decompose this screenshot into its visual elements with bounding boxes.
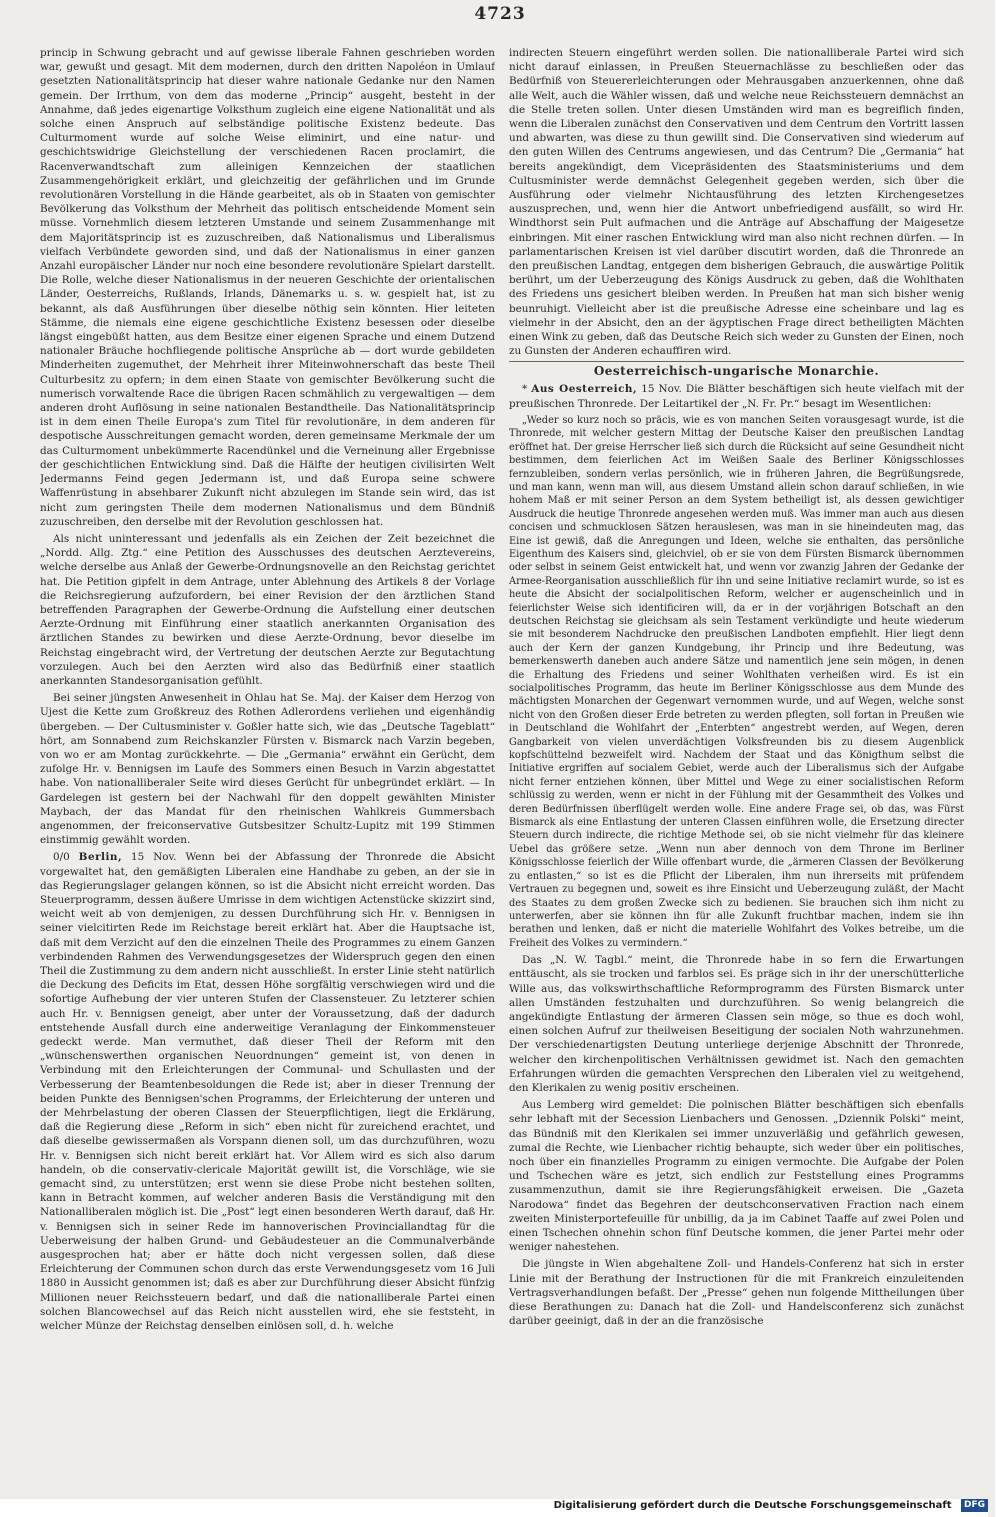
article-paragraph: Das „N. W. Tagbl.“ meint, die Thronrede habe in so fern die Erwartungen enttäuscht, als sie trocken und farblos sei. Es präge sich in ihr der unerschütterliche Wille aus, das volkswirthschaftliche Reformprogramm des Fürsten Bismarck unter allen Umständen festzuhalten und durchzuführen. So wenig belangreich die angekündigte Entlastung der ärmeren Classen sein möge, so thue es doch wohl, einen solchen Aufruf zur theilweisen Beseitigung der socialen Noth wahrzunehmen. Der verschiedenartigsten Deutung unterliege derjenige Abschnitt der Thronrede, welcher den kirchenpolitischen Verhältnissen gewidmet ist. Nach den gemachten Erfahrungen würden die gemachten Versprechen den Liberalen viel zu weitgehend, den Klerikalen zu wenig positiv erscheinen. bbox=[509, 954, 964, 1094]
dfg-logo-icon: DFG bbox=[961, 1499, 988, 1512]
berlin-news-item bbox=[40, 850, 495, 1333]
date: 15 Nov. bbox=[131, 851, 177, 864]
section-heading: Oesterreichisch-ungarische Monarchie. bbox=[509, 361, 964, 378]
austria-news-item bbox=[509, 382, 964, 410]
left-column bbox=[40, 46, 495, 1490]
page-edge bbox=[995, 0, 1000, 1517]
right-column bbox=[509, 46, 964, 1490]
footer-text: Digitalisierung gefördert durch die Deutsche Forschungsgemeinschaft bbox=[553, 1500, 952, 1511]
article-paragraph: Bei seiner jüngsten Anwesenheit in Ohlau hat Se. Maj. der Kaiser dem Herzog von Ujest die Kette zum Großkreuz des Rothen Adlerordens verliehen und eigenhändig übergeben. — Der Cultusminister v. Goßler hatte sich, wie das „Deutsche Tageblatt“ hört, am Sonnabend zum Reichskanzler Fürsten v. Bismarck nach Varzin begeben, von wo er am Montag zurückkehrte. — Die „Germania“ erwähnt ein Gerücht, dem zufolge Hr. v. Bennigsen im Laufe des Sommers einen Besuch in Varzin abgestattet habe. Von nationalliberaler Seite wird dieses Gerücht für unbegründet erklärt. — In Gardelegen ist gestern bei der Nachwahl für den doppelt gewählten Minister Maybach, der das Mandat für den rheinischen Wahlkreis Gummersbach angenommen, der freiconservative Gutsbesitzer Schultz-Lupitz mit 199 Stimmen einstimmig gewählt worden. bbox=[40, 692, 495, 847]
item-mark: * bbox=[522, 383, 528, 396]
article-paragraph: Aus Lemberg wird gemeldet: Die polnischen Blätter beschäftigen sich ebenfalls sehr lebhaft mit der Secession Lienbachers und Genossen. „Dziennik Polski“ meint, das Bündniß mit den Klerikalen sei immer unzuverläßig und gefährlich gewesen, zumal die Rechte, wie Lienbacher richtig behaupte, sich weder über ein politisches, noch über ein finanzielles Programm zu einigen vermochte. Die Aufgabe der Polen und Tschechen wäre es jetzt, sich endlich zur Feststellung eines Programms zusammenzuthun, damit sie ihre Regierungsfähigkeit erweisen. Die „Gazeta Narodowa“ findet das Begehren der deutschconservativen Fraction nach einem zweiten Ministerportefeuille für unbillig, da ja im Cabinet Taaffe auf zwei Polen und einen Tschechen ohnehin schon fünf Deutsche kommen, die jener Partei mehr oder weniger nahestehen. bbox=[509, 1099, 964, 1254]
item-mark: 0/0 bbox=[53, 851, 70, 864]
item-text: Wenn bei der Abfassung der Thronrede die Absicht vorgewaltet hat, den gemäßigten Liberalen eine Handhabe zu geben, an der sie in das Regierungslager gelangen können, so ist die Absicht nicht erreicht worden. Das Steuerprogramm, dessen äußere Umrisse in dem wichtigen Actenstücke skizzirt sind, weicht weit ab von demjenigen, zu dessen Durchführung sich Hr. v. Bennigsen in seiner vielcitirten Rede im Reichstage bereit erklärt hat. Aber die Hauptsache ist, daß mit dem Verzicht auf den die einzelnen Theile des Programmes zu einem Ganzen verbindenden Rahmen des Verwendungsgesetzes der Widerspruch gegen den einen Theil die Zustimmung zu dem andern nicht ausschließt. In erster Linie steht natürlich die Deckung des Deficits im Etat, dessen Höhe sorgfältig verschwiegen wird und die sofortige Aufhebung der vier unteren Stufen der Classensteuer. Zu letzterer schien auch Hr. v. Bennigsen geneigt, aber unter der Voraussetzung, daß der dadurch entstehende Ausfall durch eine anderweitige Veranlagung der Einkommensteuer gedeckt werde. Man vermuthet, daß dieser Theil der Reform mit den „wünschenswerthen organischen Neuordnungen“ gemeint ist, von denen in Verbindung mit den Erleichterungen der Communal- und Schullasten und der Verbesserung der Beamtenbesoldungen die Rede ist; aber in dieser Trennung der beiden Punkte des Bennigsen'schen Programms, der Erleichterung der unteren und der Mehrbelastung der oberen Classen der Steuerpflichtigen, liegt die Erklärung, daß die Regierung diese „Reform in sich“ eben nicht für zureichend erachtet, und daß dieselbe gewissermaßen als Vorspann dienen soll, um das durchzuführen, wozu Hr. v. Bennigsen sich nicht bereit erklärt hat. Vor Allem wird es sich also darum handeln, ob die conservativ-clericale Majorität gewillt ist, die Vorschläge, wie sie gemacht sind, zu unterstützen; erst wenn sie diese Probe nicht bestehen sollten, kann in Betracht kommen, auf welcher anderen Basis die Verständigung mit den Nationalliberalen möglich ist. Die „Post“ legt einen besonderen Werth darauf, daß Hr. v. Bennigsen sich in seiner Rede im hannoverischen Provinciallandtag für die Ueberweisung der halben Grund- und Gebäudesteuer an die Communalverbände ausgesprochen hat; aber er hätte doch nicht vergessen sollen, daß diese Erleichterung der Communen schon durch das erste Verwendungsgesetz vom 16 Juli 1880 in Aussicht genommen ist; daß es aber zur Durchführung dieser Absicht fünfzig Millionen neuer Reichssteuern bedarf, und daß die nationalliberale Partei einen solchen Blancowechsel auf das Reich nicht ausstellen wird, ehe sie feststeht, in welcher Münze der Reichstag denselben einlösen soll, d. h. welche bbox=[40, 851, 495, 1333]
quoted-editorial: „Weder so kurz noch so präcis, wie es von manchen Seiten vorausgesagt wurde, ist die Thronrede, mit welcher gestern Mittag der Deutsche Kaiser den preußischen Landtag eröffnet hat. Der greise Herrscher ließ sich durch die Rücksicht auf seine Gesundheit nicht bestimmen, dem feierlichen Act im Weißen Saale des Berliner Königsschlosses fernzubleiben, sondern verlas persönlich, wie in früheren Jahren, die Begrüßungsrede, und man kann, wenn man will, aus diesem Umstand allein schon darauf schließen, in wie hohem Maß er mit seiner Person an dem System betheiligt ist, als dessen gewichtiger Ausdruck die heutige Thronrede angesehen werden muß. Was immer man auch aus diesen concisen und schmucklosen Sätzen herauslesen, was man in sie hineindeuten mag, das Eine ist gewiß, daß die Anregungen und Ideen, welche sie enthalten, das persönliche Eigenthum des Kaisers sind, gleichviel, ob er sie von dem Fürsten Bismarck übernommen oder selbst in seinem Geist entwickelt hat, und wenn vor zwanzig Jahren der Gedanke der Armee-Reorganisation ausschließlich für ihn und seine Initiative reclamirt wurde, so ist es heute die Absicht der socialpolitischen Reform, welcher er augenscheinlich und in feierlichster Weise sich identificiren will, da er in der vorjährigen Botschaft an den deutschen Reichstag sie gleichsam als sein Testament verkündigte und heute wiederum sie mit besonderem Nachdrucke den preußischen Landboten empfiehlt. Hier liegt denn auch der Kern der ganzen Kundgebung, ihr Princip und ihre Bedeutung, was bemerkenswerth daneben auch andere Sätze und namentlich jene sein mögen, in denen die Erhaltung des Friedens und seiner Wohlthaten verheißen wird. Es ist ein socialpolitisches Programm, das heute im Berliner Königsschlosse aus dem Munde des mächtigsten Monarchen der Gegenwart vernommen wurde, und auf Wegen, welche sonst nicht von den Großen dieser Erde betreten zu werden pflegten, soll fortan in Preußen wie in Deutschland die Wohlfahrt der „Enterbten“ angestrebt werden, auf Wegen, deren Gangbarkeit von vielen unverdächtigen Volksfreunden bis zu diesem Augenblick kopfschüttelnd bezweifelt wird. Nachdem der Staat und das Königthum selbst die Initiative ergriffen auf socialem Gebiet, werde auch der Liberalismus sich der Aufgabe nicht ferner entziehen können, über Mittel und Wege zu einer socialistischen Reform schlüssig zu werden, wenn er nicht in der Fühlung mit der Gesammtheit des Volkes und deren Bedürfnissen überflügelt werden wolle. Eine andere Frage sei, ob das, was Fürst Bismarck als eine Entlastung der unteren Classen einführen wolle, die Ersetzung directer Steuern durch indirecte, die richtige Methode sei, ob sie nicht vielmehr für das kleinere Uebel das größere setze. „Wenn nun aber dennoch von dem Throne im Berliner Königsschlosse feierlich der Wille offenbart wurde, die „ärmeren Classen der Bevölkerung zu entlasten,“ so ist es die Pflicht der Liberalen, ihm nun ihrerseits mit prüfendem Vertrauen zu begegnen und, soweit es ihre Einsicht und Ueberzeugung zuläßt, der Macht des Staates zu dem großen Zwecke sich zu bedienen. Sie brauchen sich ihm nicht zu unterwerfen, aber sie können ihn für alle Zukunft fruchtbar machen, indem sie ihn berathen und lenken, daß er nicht die materielle Wohlfahrt des Volkes betreibe, um die Freiheit des Volkes zu vermindern.“ bbox=[509, 414, 964, 949]
article-paragraph: Die jüngste in Wien abgehaltene Zoll- und Handels-Conferenz hat sich in erster Linie mit der Berathung der Instructionen für die mit Frankreich einzuleitenden Vertragsverhandlungen befaßt. Der „Presse“ gehen nun folgende Mittheilungen über diese Berathungen zu: Danach hat die Zoll- und Handelsconferenz sich zunächst darüber geeinigt, daß in der an die französische bbox=[509, 1258, 964, 1328]
article-paragraph: princip in Schwung gebracht und auf gewisse liberale Fahnen geschrieben worden war, gewußt und gesagt. Mit dem modernen, durch den dritten Napoléon in Umlauf gesetzten Nationalitätsprincip hat dieser wahre nationale Gedanke nur den Namen gemein. Der Irrthum, von dem das moderne „Princip“ ausgeht, besteht in der Annahme, daß jedes eigenartige Volksthum zugleich eine eigene Nationalität und als solche einen Anspruch auf selbständige politische Existenz bedeute. Das Culturmoment wurde auf solche Weise eliminirt, und eine natur- und geschichtswidrige Gleichstellung der verschiedenen Racen proclamirt, die Racenverwandtschaft zum alleinigen Kennzeichen der staatlichen Zusammengehörigkeit erklärt, und gleichzeitig der gefährlichen und im Grunde revolutionären Vorstellung in die Hände gearbeitet, als ob in Staaten von gemischter Bevölkerung das Volksthum der Mehrheit das politisch entscheidende Moment sein müsse. Vornehmlich diesem letzteren Umstande und seinem Zusammenhange mit dem Majoritätsprincip ist es zuzuschreiben, daß Nationalismus und Liberalismus vielfach Verbündete geworden sind, und daß der Nationalismus in einer ganzen Anzahl europäischer Länder nur noch eine besondere revolutionäre Spielart darstellt. Die Rolle, welche dieser Nationalismus in der neueren Geschichte der orientalischen Länder, Oesterreichs, Rußlands, Irlands, Dänemarks u. s. w. gespielt hat, ist zu bekannt, als daß Ausführungen über dieselbe nöthig sein könnten. Hier leiteten Stämme, die niemals eine eigene geschichtliche Existenz besessen oder dieselbe längst eingebüßt hatten, aus dem Besitze einer eigenen Sprache und einem Dutzend nationaler Bräuche hochfliegende politische Ansprüche ab — dort wurde gebildeten Minderheiten zugemuthet, der Mehrheit ihrer Miteinwohnerschaft das beste Theil Culturbesitz zu opfern; in dem einen Staate von gemischter Bevölkerung sucht die numerisch vorwaltende Race die übrigen Racen schmählich zu vergewaltigen — dem anderen droht Auflösung in seine nationalen Bestandtheile. Das Nationalitätsprincip ist in dem einen Theile Europa's zum Titel für revolutionäre, in dem anderen für despotische Ausschreitungen gemacht worden, deren gemeinsame Merkmale der um das Culturmoment unbekümmerte Racendünkel und die Verneinung aller Ergebnisse der geschichtlichen Entwicklung sind. Daß die Hälfte der heutigen civilisirten Welt Jedermanns Feind gegen Jedermann ist, und daß Europa seine schwere Waffenrüstung in absehbarer Zukunft nicht abzulegen im Stande sein wird, das ist nicht zum geringsten Theile dem modernen Nationalismus und dem Bündniß zuzuschreiben, den derselbe mit der Revolution geschlossen hat. bbox=[40, 47, 495, 528]
funding-footer bbox=[0, 1499, 988, 1517]
article-paragraph: Als nicht uninteressant und jedenfalls als ein Zeichen der Zeit bezeichnet die „Nordd. Allg. Ztg.“ eine Petition des Ausschusses des deutschen Aerztevereins, welche derselbe aus Anlaß der Gewerbe-Ordnungsnovelle an den Reichstag gerichtet hat. Die Petition gipfelt in dem Antrage, unter Ablehnung des Artikels 8 der Vorlage die Reichsregierung aufzufordern, bei einer Revision der den ärztlichen Stand betreffenden Paragraphen der Gewerbe-Ordnung die Aufstellung einer deutschen Aerzte-Ordnung mit Einführung einer staatlich anerkannten Organisation des ärztlichen Standes zu bewirken und diese Aerzte-Ordnung, bevor dieselbe im Reichstag eingebracht wird, der Vertretung der deutschen Aerzte zur Begutachtung vorzulegen. Auch bei den Aerzten wird also das Bedürfniß einer staatlich anerkannten Standesorganisation gefühlt. bbox=[40, 532, 495, 687]
date: 15 Nov. bbox=[641, 383, 682, 396]
item-text: Die Blätter beschäftigen sich heute vielfach mit der preußischen Thronrede. Der Leitartikel der „N. Fr. Pr.“ besagt im Wesentlichen: bbox=[509, 383, 964, 410]
article-paragraph: indirecten Steuern eingeführt werden sollen. Die nationalliberale Partei wird sich nicht darauf einlassen, in Preußen Steuernachlässe zu beschließen oder das Bedürfniß von Steuererleichterungen oder Mehrausgaben anzuerkennen, ohne daß alle Welt, auch die Wähler wissen, daß und welche neue Reichssteuern demnächst an die Stelle treten sollen. Unter diesen Umständen wird man es begreiflich finden, wenn die Liberalen zunächst den Conservativen und dem Centrum den Vortritt lassen und abwarten, was diese zu thun gewillt sind. Die Conservativen sind wiederum auf den guten Willen des Centrums angewiesen, und das Centrum? Die „Germania“ hat bereits angekündigt, dem Vicepräsidenten des Staatsministeriums und dem Cultusminister werde demnächst Gelegenheit gegeben werden, sich über die Ausführung oder vielmehr Nichtausführung des letzten Kirchengesetzes auszusprechen, und, wenn hier die Antwort unbefriedigend ausfällt, so wird Hr. Windthorst sein Pult aufmachen und die Anträge auf Abschaffung der Maigesetze einbringen. Mit einer raschen Entwicklung wird man also nicht rechnen dürfen. — In parlamentarischen Kreisen ist viel darüber discutirt worden, daß die Thronrede an den preußischen Landtag, entgegen dem bisherigen Gebrauch, die auswärtige Politik berührt, um der Ueberzeugung des Königs Ausdruck zu geben, daß die Wohlthaten des Friedens uns gesichert bleiben werden. In Preußen hat man sich bisher wenig beunruhigt. Vielleicht aber ist die preußische Adresse eine scheinbare und lag es vielmehr in der Absicht, den an der ägyptischen Frage direct betheiligten Mächten einen Wink zu geben, daß das Deutsche Reich sich weder zu Gunsten der Einen, noch zu Gunsten der Anderen echauffiren wird. bbox=[509, 47, 964, 358]
page-number: 4723 bbox=[474, 4, 526, 24]
dateline: Berlin, bbox=[78, 851, 123, 864]
dateline: Aus Oesterreich, bbox=[531, 383, 638, 396]
